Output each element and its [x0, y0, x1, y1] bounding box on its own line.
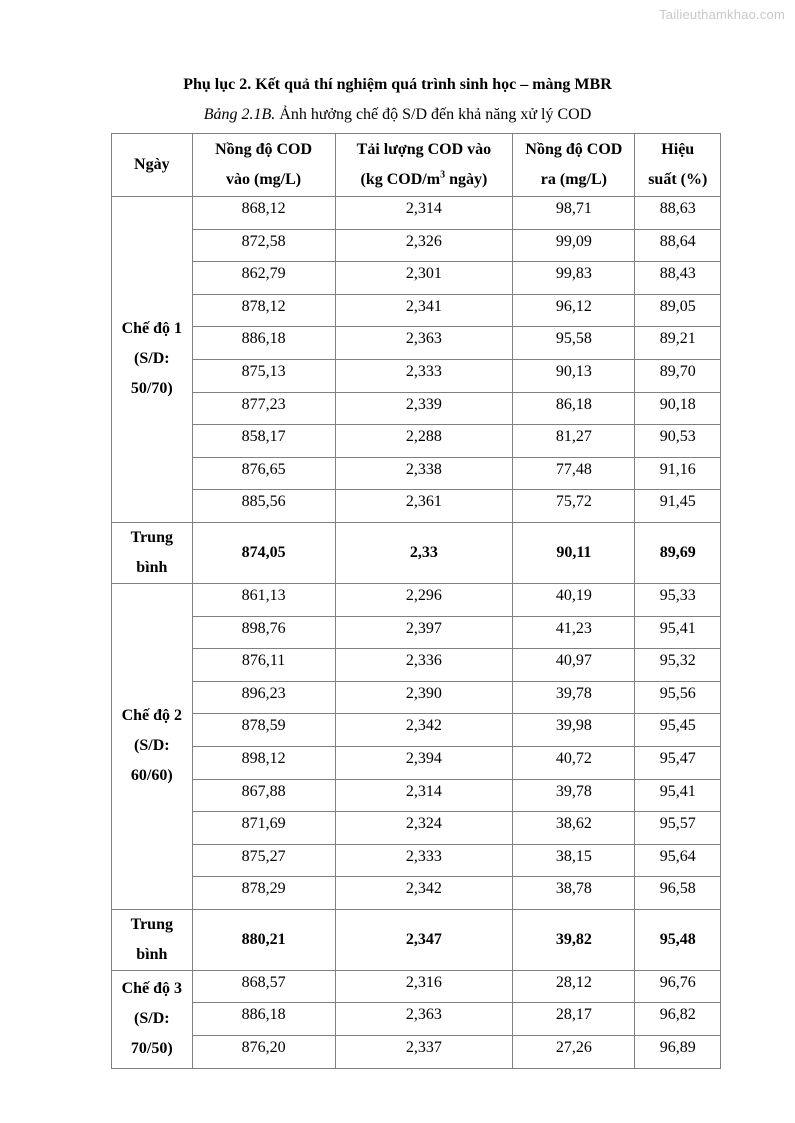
table-row [112, 262, 721, 295]
avg-cod-load: 2,33 [335, 522, 513, 583]
cell-cod-load: 2,288 [335, 425, 513, 458]
cell-efficiency: 89,21 [635, 327, 721, 360]
cell-cod-in: 878,59 [192, 714, 335, 747]
cell-cod-out: 38,78 [513, 877, 635, 910]
header-cod-load: Tải lượng COD vào (kg COD/$m^3$ ngày) [335, 134, 513, 197]
cell-efficiency: 95,32 [635, 649, 721, 682]
cell-cod-load: 2,342 [335, 877, 513, 910]
cell-cod-out: 77,48 [513, 457, 635, 490]
cell-cod-out: 38,15 [513, 844, 635, 877]
cell-efficiency: 88,63 [635, 197, 721, 230]
table-row [112, 425, 721, 458]
cell-cod-load: 2,363 [335, 1003, 513, 1036]
cell-efficiency: 88,43 [635, 262, 721, 295]
cell-efficiency: 91,45 [635, 490, 721, 523]
cell-cod-load: 2,316 [335, 970, 513, 1003]
cell-cod-out: 39,98 [513, 714, 635, 747]
cell-cod-in: 861,13 [192, 583, 335, 616]
cell-cod-out: 40,97 [513, 649, 635, 682]
cell-cod-in: 872,58 [192, 229, 335, 262]
cell-cod-out: 40,72 [513, 746, 635, 779]
cell-cod-load: 2,342 [335, 714, 513, 747]
cell-efficiency: 95,57 [635, 812, 721, 845]
cell-cod-load: 2,296 [335, 583, 513, 616]
cell-cod-out: 96,12 [513, 294, 635, 327]
cod-results-table [111, 133, 721, 1069]
cell-efficiency: 95,45 [635, 714, 721, 747]
cell-cod-load: 2,341 [335, 294, 513, 327]
table-row [112, 1036, 721, 1069]
cell-cod-load: 2,337 [335, 1036, 513, 1069]
table-row [112, 616, 721, 649]
cell-cod-load: 2,338 [335, 457, 513, 490]
table-row [112, 746, 721, 779]
cell-cod-in: 898,76 [192, 616, 335, 649]
cell-cod-in: 876,20 [192, 1036, 335, 1069]
cell-efficiency: 90,53 [635, 425, 721, 458]
avg-cod-in: 874,05 [192, 522, 335, 583]
cell-cod-out: 39,78 [513, 779, 635, 812]
avg-cod-out: 39,82 [513, 909, 635, 970]
cell-cod-in: 858,17 [192, 425, 335, 458]
average-row [112, 522, 721, 583]
cell-cod-load: 2,363 [335, 327, 513, 360]
cell-cod-out: 28,12 [513, 970, 635, 1003]
cell-efficiency: 95,47 [635, 746, 721, 779]
cell-efficiency: 96,76 [635, 970, 721, 1003]
cell-cod-in: 875,13 [192, 359, 335, 392]
cell-efficiency: 88,64 [635, 229, 721, 262]
cell-cod-load: 2,397 [335, 616, 513, 649]
table-body [112, 197, 721, 1069]
cell-efficiency: 95,56 [635, 681, 721, 714]
header-cod-in: Nồng độ COD vào (mg/L) [192, 134, 335, 197]
cell-efficiency: 96,82 [635, 1003, 721, 1036]
cell-efficiency: 96,58 [635, 877, 721, 910]
cell-efficiency: 95,64 [635, 844, 721, 877]
cell-efficiency: 89,70 [635, 359, 721, 392]
avg-efficiency: 95,48 [635, 909, 721, 970]
cell-cod-out: 95,58 [513, 327, 635, 360]
cell-cod-out: 81,27 [513, 425, 635, 458]
avg-efficiency: 89,69 [635, 522, 721, 583]
table-row [112, 583, 721, 616]
cell-cod-in: 876,65 [192, 457, 335, 490]
cell-cod-in: 862,79 [192, 262, 335, 295]
cell-cod-load: 2,361 [335, 490, 513, 523]
cell-cod-load: 2,324 [335, 812, 513, 845]
table-row [112, 457, 721, 490]
header-efficiency: Hiệu suất (%) [635, 134, 721, 197]
table-row [112, 327, 721, 360]
watermark: Tailieuthamkhao.com [659, 7, 785, 22]
table-row [112, 970, 721, 1003]
cell-cod-in: 878,12 [192, 294, 335, 327]
table-row [112, 681, 721, 714]
cell-cod-load: 2,390 [335, 681, 513, 714]
cell-cod-out: 99,09 [513, 229, 635, 262]
cell-cod-in: 898,12 [192, 746, 335, 779]
cell-efficiency: 95,41 [635, 779, 721, 812]
cell-efficiency: 95,33 [635, 583, 721, 616]
cell-cod-load: 2,339 [335, 392, 513, 425]
table-row [112, 490, 721, 523]
cell-cod-in: 868,12 [192, 197, 335, 230]
cell-cod-out: 86,18 [513, 392, 635, 425]
cell-cod-load: 2,333 [335, 359, 513, 392]
table-caption-label: Bảng 2.1B. [203, 106, 276, 123]
table-caption [0, 106, 795, 124]
cell-cod-load: 2,301 [335, 262, 513, 295]
cell-cod-out: 38,62 [513, 812, 635, 845]
header-day: Ngày [112, 134, 193, 197]
cell-cod-out: 75,72 [513, 490, 635, 523]
cell-cod-out: 98,71 [513, 197, 635, 230]
avg-cod-out: 90,11 [513, 522, 635, 583]
table-row [112, 229, 721, 262]
table-header-row [112, 134, 721, 197]
cell-cod-out: 40,19 [513, 583, 635, 616]
cell-cod-in: 876,11 [192, 649, 335, 682]
cell-cod-in: 885,56 [192, 490, 335, 523]
average-label: Trung bình [112, 522, 193, 583]
avg-cod-in: 880,21 [192, 909, 335, 970]
table-row [112, 294, 721, 327]
avg-cod-load: 2,347 [335, 909, 513, 970]
cell-efficiency: 91,16 [635, 457, 721, 490]
header-cod-out: Nồng độ COD ra (mg/L) [513, 134, 635, 197]
cell-efficiency: 95,41 [635, 616, 721, 649]
appendix-title: Phụ lục 2. Kết quả thí nghiệm quá trình sinh học – màng MBR [183, 76, 612, 93]
cell-efficiency: 90,18 [635, 392, 721, 425]
cell-cod-in: 896,23 [192, 681, 335, 714]
cell-efficiency: 89,05 [635, 294, 721, 327]
table-row [112, 877, 721, 910]
cell-cod-out: 90,13 [513, 359, 635, 392]
table-row [112, 1003, 721, 1036]
group-label-mode-3: Chế độ 3 (S/D: 70/50) [112, 970, 193, 1068]
table-caption-text: Ảnh hưởng chế độ S/D đến khả năng xử lý COD [275, 106, 592, 123]
cell-cod-in: 878,29 [192, 877, 335, 910]
group-label-mode-1: Chế độ 1 (S/D: 50/70) [112, 197, 193, 523]
average-label: Trung bình [112, 909, 193, 970]
cell-cod-in: 868,57 [192, 970, 335, 1003]
table-row [112, 779, 721, 812]
table-row [112, 649, 721, 682]
cell-efficiency: 96,89 [635, 1036, 721, 1069]
table-row [112, 392, 721, 425]
cell-cod-out: 28,17 [513, 1003, 635, 1036]
cell-cod-out: 39,78 [513, 681, 635, 714]
average-row [112, 909, 721, 970]
group-label-mode-2: Chế độ 2 (S/D: 60/60) [112, 583, 193, 909]
cell-cod-out: 41,23 [513, 616, 635, 649]
cell-cod-out: 99,83 [513, 262, 635, 295]
cell-cod-in: 877,23 [192, 392, 335, 425]
table-row [112, 812, 721, 845]
cell-cod-load: 2,333 [335, 844, 513, 877]
cell-cod-in: 875,27 [192, 844, 335, 877]
cell-cod-in: 867,88 [192, 779, 335, 812]
table-row [112, 359, 721, 392]
cell-cod-load: 2,326 [335, 229, 513, 262]
cell-cod-in: 871,69 [192, 812, 335, 845]
table-row [112, 714, 721, 747]
cell-cod-load: 2,314 [335, 779, 513, 812]
table-row [112, 197, 721, 230]
cell-cod-in: 886,18 [192, 1003, 335, 1036]
cell-cod-load: 2,336 [335, 649, 513, 682]
table-row [112, 844, 721, 877]
cell-cod-in: 886,18 [192, 327, 335, 360]
cell-cod-load: 2,314 [335, 197, 513, 230]
cell-cod-out: 27,26 [513, 1036, 635, 1069]
cell-cod-load: 2,394 [335, 746, 513, 779]
